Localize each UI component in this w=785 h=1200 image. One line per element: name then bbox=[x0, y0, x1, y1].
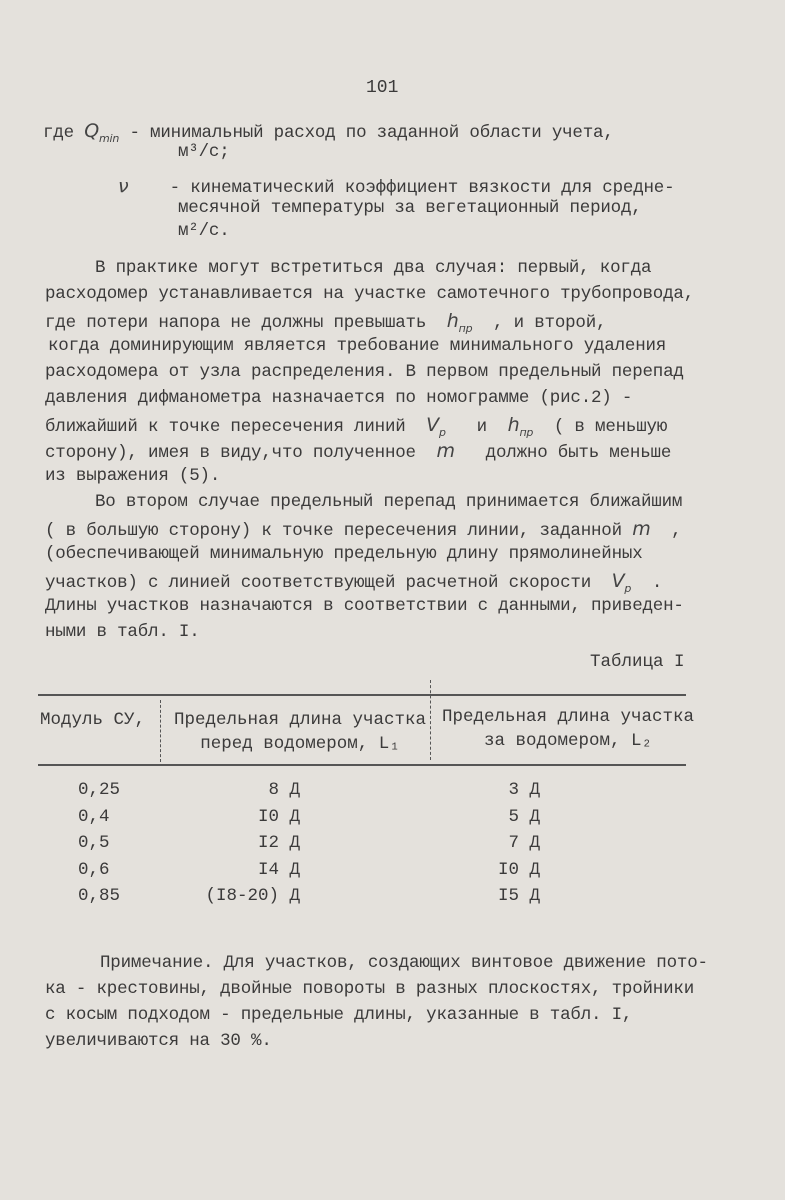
text-line bbox=[45, 440, 671, 463]
text-line bbox=[45, 1005, 632, 1025]
text-line bbox=[45, 622, 200, 642]
text-run: сторону), имея в виду,что полученное bbox=[45, 443, 437, 463]
text-run: м³/с; bbox=[178, 142, 230, 162]
text-run: . bbox=[631, 573, 663, 593]
text-line bbox=[178, 142, 230, 162]
table-cell-before: 8 Д bbox=[268, 780, 301, 800]
math-symbol: $h_{пр}$ bbox=[446, 310, 473, 335]
table-cell-after: I5 Д bbox=[498, 886, 541, 906]
math-symbol: ν bbox=[118, 175, 129, 197]
math-symbol: $h_{пр}$ bbox=[507, 414, 534, 439]
text-run: , bbox=[650, 521, 682, 541]
table-top-rule bbox=[38, 694, 686, 696]
text-run: , и второй, bbox=[472, 313, 607, 333]
math-symbol: $V_p$ bbox=[611, 570, 632, 595]
text-line bbox=[45, 570, 662, 595]
text-run: ближайший к точке пересечения линий bbox=[45, 417, 427, 437]
text-line bbox=[178, 198, 642, 218]
text-run: ( в меньшую bbox=[533, 417, 668, 437]
text-line bbox=[45, 466, 220, 486]
math-symbol: $Q_{min}$ bbox=[84, 120, 120, 145]
text-run: с косым подходом - предельные длины, указанные в табл. I, bbox=[45, 1005, 633, 1025]
text-line bbox=[45, 518, 681, 541]
text-run: ными в табл. I. bbox=[45, 622, 200, 642]
math-subscript: p bbox=[438, 425, 446, 439]
math-symbol: m bbox=[436, 440, 455, 462]
text-run: Длины участков назначаются в соответствии с данными, приведен- bbox=[45, 596, 684, 616]
text-run: - минимальный расход по заданной области учета, bbox=[119, 123, 614, 143]
table-cell-after: 7 Д bbox=[508, 833, 541, 853]
table-header-after: Предельная длина участка за водомером, L₂ bbox=[441, 707, 695, 751]
text-run: и bbox=[445, 417, 508, 437]
math-subscript: min bbox=[98, 131, 120, 145]
page-number: 101 bbox=[366, 78, 399, 98]
text-line bbox=[45, 362, 684, 382]
math-subscript: пр bbox=[519, 425, 534, 439]
table-cell-before: I2 Д bbox=[258, 833, 301, 853]
table-cell-module: 0,85 bbox=[78, 886, 121, 906]
text-run: месячной температуры за вегетационный период, bbox=[178, 198, 642, 218]
table-cell-module: 0,5 bbox=[78, 833, 110, 853]
table-caption: Таблица I bbox=[590, 652, 685, 672]
table-cell-module: 0,25 bbox=[78, 780, 121, 800]
text-run: увеличиваются на 30 %. bbox=[45, 1031, 272, 1051]
table-cell-after: I0 Д bbox=[498, 859, 541, 880]
table-cell-before: (I8-20) Д bbox=[205, 886, 301, 906]
text-run: м²/с. bbox=[178, 221, 230, 241]
text-run: Во втором случае предельный перепад принимается ближайшим bbox=[95, 492, 683, 512]
text-line bbox=[118, 175, 674, 198]
text-line bbox=[45, 414, 667, 439]
table-cell-before: I4 Д bbox=[258, 859, 301, 880]
column-divider bbox=[160, 700, 161, 762]
column-divider bbox=[430, 680, 431, 760]
text-run: (обеспечивающей минимальную предельную длину прямолинейных bbox=[45, 544, 643, 564]
math-symbol: $V_p$ bbox=[426, 414, 446, 439]
text-run: расходомера от узла распределения. В первом предельный перепад bbox=[45, 362, 684, 382]
table-cell-before: I0 Д bbox=[258, 806, 301, 827]
text-run: участков) с линией соответствующей расчетной скорости bbox=[45, 573, 612, 593]
text-run: расходомер устанавливается на участке самотечного трубопровода, bbox=[45, 284, 695, 304]
text-run: где потери напора не должны превышать bbox=[45, 313, 447, 333]
text-run: когда доминирующим является требование минимального удаления bbox=[48, 336, 667, 356]
text-line bbox=[95, 492, 682, 512]
text-line bbox=[45, 1031, 272, 1051]
math-subscript: пр bbox=[458, 321, 473, 335]
text-run: где bbox=[43, 123, 85, 143]
table-cell-module: 0,4 bbox=[78, 806, 110, 827]
table-header-before: Предельная длина участка перед водомером, L₁ bbox=[173, 710, 427, 754]
text-line bbox=[100, 953, 708, 973]
text-run: ка - крестовины, двойные повороты в разных плоскостях, тройники bbox=[45, 979, 695, 999]
text-line bbox=[45, 310, 606, 335]
math-subscript: p bbox=[624, 581, 632, 595]
text-line bbox=[45, 596, 684, 616]
math-symbol: m bbox=[632, 518, 651, 540]
text-run: должно быть меньше bbox=[454, 443, 672, 463]
text-line bbox=[95, 258, 651, 278]
text-run: Примечание. Для участков, создающих винтовое движение пото- bbox=[100, 953, 708, 973]
text-run: из выражения (5). bbox=[45, 466, 221, 486]
table-cell-after: 3 Д bbox=[508, 780, 541, 800]
text-line bbox=[178, 221, 230, 241]
table-cell-after: 5 Д bbox=[508, 806, 541, 827]
text-line bbox=[45, 284, 694, 304]
text-run: - кинематический коэффициент вязкости для средне- bbox=[128, 178, 675, 198]
text-line bbox=[45, 388, 632, 408]
table-cell-module: 0,6 bbox=[78, 859, 110, 880]
text-line bbox=[45, 979, 694, 999]
text-run: В практике могут встретиться два случая: первый, когда bbox=[95, 258, 652, 278]
text-run: давления дифманометра назначается по номограмме (рис.2) - bbox=[45, 388, 633, 408]
text-line bbox=[43, 120, 614, 145]
table-header-rule bbox=[38, 764, 686, 766]
text-line bbox=[45, 544, 643, 564]
text-run: ( в большую сторону) к точке пересечения линии, заданной bbox=[45, 521, 633, 541]
table-header-module: Модуль СУ, bbox=[40, 710, 146, 730]
text-line bbox=[48, 336, 666, 356]
